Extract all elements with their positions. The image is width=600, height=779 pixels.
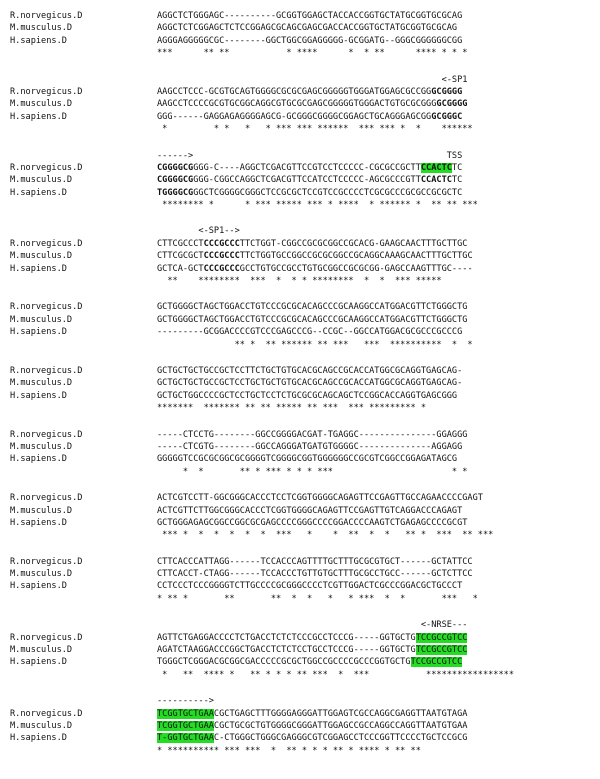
alignment-block [10, 365, 595, 415]
sequence-row [10, 656, 595, 668]
label-spacer [10, 150, 157, 162]
conservation-stars: *** ** ** * **** * * ** **** * * * [157, 48, 468, 59]
species-label: H.sapiens.D [10, 187, 67, 198]
sequence-row [10, 314, 595, 326]
sequence-segment: ACTCGTTCTTGGCGGGCACCCTCGGTGGGGCAGAGTTCCGAGTTGTCAGGACCCAGAGT [157, 505, 463, 516]
conservation-line [10, 47, 595, 59]
sequence-segment: GCCTGTGCCGCCTGTGCGGCCGCGCGG-GAGCCAAGTTTGC---- [239, 263, 473, 274]
species-label: M.musculus.D [10, 505, 73, 516]
conservation-line [10, 745, 595, 757]
species-label: M.musculus.D [10, 23, 73, 34]
sequence-segment: GGCTCGGGGCGGGCTCCGCGCTCCGTCCGCCCCTCGCGCCCGCGCCGCGCTC [193, 187, 463, 198]
sequence-row [10, 174, 595, 186]
species-label: H.sapiens.D [10, 581, 67, 592]
sequence-text [157, 644, 595, 656]
sequence-text [157, 326, 595, 338]
sequence-text [157, 556, 595, 568]
bold-motif: GCGGGG [436, 99, 468, 110]
sequence-row [10, 441, 595, 453]
species-label: H.sapiens.D [10, 111, 67, 122]
sequence-text [157, 22, 595, 34]
sequence-text [157, 86, 595, 98]
species-label: M.musculus.D [10, 99, 73, 110]
sequence-segment: TGGGCTCGGGACGCGGCGACCCCCGCGCTGGCCGCCCCGCCCGGTGCTG [157, 657, 411, 668]
conservation-stars: * ** * ** ** * * * * *** * * *** * [157, 593, 478, 604]
sequence-row [10, 86, 595, 98]
label-spacer [10, 745, 157, 757]
sequence-segment: CTTCACCCATTAGG------TCCACCCAGTTTTGCTTTGCGCGTGCT------GCTATTCC [157, 556, 473, 567]
sequence-alignment [10, 10, 595, 771]
species-label: R.norvegicus.D [10, 302, 83, 313]
sequence-text [157, 656, 595, 668]
sequence-row [10, 720, 595, 732]
alignment-block [10, 225, 595, 287]
conservation-stars: * ********** *** *** * ** * * * ** * **** * ** ** [157, 745, 421, 756]
sequence-segment: AGGCTCTCGGAGCTCTCCGGAGCGCAGCGAGCGACCACCGGTGCTATGCGGTGCGCAG [157, 23, 458, 34]
species-label: H.sapiens.D [10, 657, 67, 668]
alignment-block [10, 301, 595, 351]
sequence-segment: AGTTCTGAGGACCCCTCTGACCTCTCTCCCGCCTCCCG-----GGTGCTG [157, 632, 416, 643]
sequence-row [10, 632, 595, 644]
sequence-text [157, 187, 595, 199]
species-label: R.norvegicus.D [10, 493, 83, 504]
species-label: H.sapiens.D [10, 35, 67, 46]
conservation-stars: ** ******** *** * * * ******** * * *** ***** [157, 276, 442, 287]
sequence-segment: AGGCTCTGGGAGC----------GCGGTGGAGCTACCACCGGTGCTATGCGGTGCGCAG [157, 11, 463, 21]
species-label: M.musculus.D [10, 251, 73, 262]
sequence-text [157, 492, 595, 504]
sequence-row [10, 556, 595, 568]
annotation-line [10, 74, 595, 86]
conservation-stars: ******** * * *** ***** *** * **** * ****** * ** ** *** [157, 200, 478, 211]
sequence-text [157, 174, 595, 186]
conservation-line [10, 593, 595, 605]
sequence-segment: CTTCGCCCT [157, 238, 204, 249]
species-label: R.norvegicus.D [10, 86, 83, 97]
sequence-segment: GGG-CGGCCAGGCTCGACGTTCCATCCTCCCCC-AGCGCCCGTT [193, 175, 421, 186]
highlighted-motif: TCCGCCGTCC [410, 657, 463, 668]
conservation-stars: * ** **** * ** * * * ** *** * *** ***************** [157, 669, 514, 680]
sequence-row [10, 429, 595, 441]
sequence-text [157, 441, 595, 453]
sequence-row [10, 187, 595, 199]
label-spacer [10, 225, 157, 237]
bold-motif: CGGGGCG [157, 162, 194, 173]
label-spacer [10, 619, 157, 631]
alignment-block [10, 150, 595, 212]
sequence-text [157, 720, 595, 732]
sequence-row [10, 365, 595, 377]
sequence-segment: AGGGAGGGGGCGC--------GGCTGGCGGAGGGGG-GCGGATG--GGGCGGGGGGCGG [157, 35, 463, 46]
conservation-line [10, 402, 595, 414]
conservation-line [10, 669, 595, 681]
sequence-segment: GCTGCTGCTGCCGCTCCTGCTGCTGTGCACGCAGCCGCACCATGGCGCAGGTGAGCAG- [157, 378, 463, 389]
alignment-block [10, 492, 595, 542]
conservation-stars: ******* ******* ** ** ***** ** *** *** ********* * [157, 403, 427, 414]
sequence-row [10, 708, 595, 720]
bold-motif: CCCGCCC [203, 238, 240, 249]
sequence-text [157, 365, 595, 377]
sequence-text [157, 263, 595, 275]
species-label: R.norvegicus.D [10, 11, 83, 21]
sequence-row [10, 263, 595, 275]
bold-motif: GCGGGG [431, 86, 463, 97]
sequence-segment: -----CTCCTG--------GGCCGGGGACGAT-TGAGGC---------------GGAGGG [157, 429, 468, 440]
annotation-line [10, 619, 595, 631]
conservation-line [10, 275, 595, 287]
species-label: M.musculus.D [10, 720, 73, 731]
sequence-segment: GGGGGTCCGCGCGGCGCGGGGTCGGGGCGGTGGGGGGCCGCGTCGGCCGGAGATAGCG [157, 454, 458, 465]
sequence-row [10, 22, 595, 34]
sequence-text [157, 453, 595, 465]
bold-motif: TGGGGCG [157, 187, 194, 198]
sequence-text [157, 250, 595, 262]
sequence-segment: CGCTGCGCTGTGGGGCGGGATTGGAGCCGCCAGGCCAGGTTAATGTGAA [213, 720, 468, 731]
sequence-text [157, 390, 595, 402]
sequence-row [10, 644, 595, 656]
conservation-line [10, 339, 595, 351]
conservation-stars: *** * * * * * * *** * * ** * * ** * *** ** *** [157, 530, 494, 541]
sequence-segment: TTCTGGT-CGGCCGCGCGGCCGCACG-GAAGCAACTTTGCTTGC [239, 238, 468, 249]
bold-motif: CGGGGCG [157, 175, 194, 186]
species-label: M.musculus.D [10, 314, 73, 325]
species-label: R.norvegicus.D [10, 556, 83, 567]
alignment-block [10, 10, 595, 60]
highlighted-motif: TCGGTGCTGAA [157, 720, 214, 731]
annotation-line [10, 695, 595, 707]
annotation-text: ------> TSS [157, 150, 463, 161]
species-label: M.musculus.D [10, 441, 73, 452]
species-label: M.musculus.D [10, 569, 73, 580]
sequence-text [157, 708, 595, 720]
sequence-segment: GCTGGGGCTAGCTGGACCTGTCCCGCGCACAGCCCGCAAGGCCATGGACGTTCTGGGCTG [157, 302, 468, 313]
annotation-text: <-SP1--> [157, 226, 240, 237]
sequence-row [10, 505, 595, 517]
label-spacer [10, 695, 157, 707]
sequence-row [10, 238, 595, 250]
bold-motif: CCCGCCC [203, 251, 240, 262]
species-label: R.norvegicus.D [10, 365, 83, 376]
sequence-text [157, 162, 595, 174]
bold-motif: CCACTC [420, 175, 452, 186]
conservation-stars: * * * * * *** *** ****** *** *** * * ****** [157, 124, 473, 135]
sequence-text [157, 238, 595, 250]
alignment-block [10, 429, 595, 479]
sequence-row [10, 580, 595, 592]
sequence-row [10, 250, 595, 262]
label-spacer [10, 669, 157, 681]
species-label: H.sapiens.D [10, 327, 67, 338]
bold-motif: CCCGCCC [203, 263, 240, 274]
species-label: M.musculus.D [10, 378, 73, 389]
sequence-segment: TC [451, 175, 463, 186]
label-spacer [10, 339, 157, 351]
sequence-segment: GGG------GAGGAGAGGGGAGCG-GCGGGCGGGGCGGAGCTGCAGGGAGCGG [157, 111, 432, 122]
sequence-segment: CTTCGCGCT [157, 251, 204, 262]
alignment-block [10, 556, 595, 606]
label-spacer [10, 593, 157, 605]
label-spacer [10, 74, 157, 86]
label-spacer [10, 466, 157, 478]
sequence-segment: GCTGGGAGAGCGGCCGGCGCGAGCCCCGGGCCCCGGACCCCAAGTCTGAGAGCCCCGCGT [157, 517, 468, 528]
species-label: M.musculus.D [10, 645, 73, 656]
sequence-row [10, 98, 595, 110]
sequence-segment: GCTGCTGCTGCCGCTCCTTCTGCTGTGCACGCAGCCGCACCATGGCGCAGGTGAGCAG- [157, 365, 463, 376]
species-label: H.sapiens.D [10, 263, 67, 274]
conservation-line [10, 199, 595, 211]
species-label: H.sapiens.D [10, 390, 67, 401]
species-label: R.norvegicus.D [10, 632, 83, 643]
sequence-segment: GCTGGGGCTAGCTGGACCTGTCCCGCGCACAGCCCGCAAGGCCATGGACGTTCTGGGCTG [157, 314, 468, 325]
annotation-text: <-SP1 [157, 74, 468, 85]
sequence-segment: GGG-C----AGGCTCGACGTTCCGTCCTCCCCC-CGCGCCGCTT [193, 162, 421, 173]
label-spacer [10, 529, 157, 541]
sequence-row [10, 453, 595, 465]
sequence-text [157, 429, 595, 441]
species-label: R.norvegicus.D [10, 429, 83, 440]
sequence-text [157, 98, 595, 110]
sequence-text [157, 301, 595, 313]
conservation-line [10, 466, 595, 478]
annotation-line [10, 150, 595, 162]
species-label: R.norvegicus.D [10, 708, 83, 719]
label-spacer [10, 47, 157, 59]
bold-motif: GCGGGC [431, 111, 463, 122]
sequence-text [157, 10, 595, 22]
sequence-text [157, 377, 595, 389]
conservation-line [10, 529, 595, 541]
sequence-row [10, 10, 595, 22]
sequence-text [157, 632, 595, 644]
conservation-stars: * * ** * *** * * * *** * * [157, 466, 468, 477]
sequence-row [10, 517, 595, 529]
annotation-line [10, 225, 595, 237]
sequence-row [10, 492, 595, 504]
label-spacer [10, 275, 157, 287]
annotation-text: ----------> [157, 696, 214, 707]
sequence-segment: -----CTCGTG--------GGCCAGGGATGATGTGGGGC--------------AGGAGG [157, 441, 463, 452]
sequence-segment: CGCTGAGCTTTGGGGAGGGATTGGAGTCGCCAGGCGAGGTTAATGTAGA [213, 708, 468, 719]
sequence-segment: TTCTGGTGCCGGCCGCGCGGCCGCAGGCAAAGCAACTTTGCTTGC [239, 251, 473, 262]
sequence-text [157, 314, 595, 326]
conservation-line [10, 123, 595, 135]
highlighted-motif: TCCGCCGTCC [415, 645, 468, 656]
sequence-text [157, 517, 595, 529]
highlighted-motif: T-GGTGCTGAA [157, 733, 214, 744]
sequence-segment: ACTCGTCCTT-GGCGGGCACCCTCCTCGGTGGGGCAGAGTTCCGAGTTGCCAGAACCCCGAGT [157, 493, 483, 504]
sequence-text [157, 568, 595, 580]
sequence-segment: C-CTGGGCTGGGCGAGGGCGTCGGAGCCTCCCGGTTCCCCTGCTCCGCG [213, 733, 468, 744]
sequence-row [10, 732, 595, 744]
sequence-text [157, 732, 595, 744]
species-label: R.norvegicus.D [10, 238, 83, 249]
alignment-block [10, 619, 595, 681]
sequence-row [10, 301, 595, 313]
sequence-text [157, 111, 595, 123]
label-spacer [10, 402, 157, 414]
label-spacer [10, 199, 157, 211]
sequence-row [10, 326, 595, 338]
sequence-segment: GCTGCTGGCCCCGCTCCTGCTCCTCTGCGCGCAGCAGCTCCGGCACCAGGTGAGCGGG [157, 390, 458, 401]
sequence-row [10, 35, 595, 47]
annotation-text: <-NRSE--- [157, 620, 468, 631]
species-label: H.sapiens.D [10, 517, 67, 528]
sequence-segment: TC [451, 162, 463, 173]
sequence-segment: GCTCA-GCT [157, 263, 204, 274]
species-label: H.sapiens.D [10, 454, 67, 465]
conservation-stars: ** * ** ****** ** *** *** ********** * * [157, 339, 473, 350]
sequence-row [10, 390, 595, 402]
label-spacer [10, 123, 157, 135]
sequence-text [157, 35, 595, 47]
sequence-row [10, 162, 595, 174]
alignment-block [10, 74, 595, 136]
sequence-segment: AAGCCTCCC-GCGTGCAGTGGGGCGCGCGAGCGGGGGTGGGATGGAGCGCCGG [157, 86, 432, 97]
sequence-text [157, 580, 595, 592]
sequence-text [157, 505, 595, 517]
sequence-segment: CCTCCCTCCCGGGGTCTTGCCCCGCGGGCCCCTCGTTGGACTCGCCCGGACGCTGCCCT [157, 581, 463, 592]
highlighted-motif: TCCGCCGTCC [415, 632, 468, 643]
highlighted-motif: TCGGTGCTGAA [157, 708, 214, 719]
species-label: R.norvegicus.D [10, 162, 83, 173]
sequence-row [10, 568, 595, 580]
alignment-block [10, 695, 595, 757]
sequence-segment: AGATCTAAGGACCCGGCTGACCTCTCTCCTGCCTCCCG-----GGTGCTG [157, 645, 416, 656]
highlighted-motif: CCACTC [420, 162, 452, 173]
sequence-row [10, 111, 595, 123]
species-label: M.musculus.D [10, 175, 73, 186]
sequence-segment: ---------GCGGACCCCGTCCCGAGCCCG--CCGC--GGCCATGGACGCGCCCGCCCG [157, 327, 463, 338]
sequence-segment: CTTCACCT-CTAGG------TCCACCCTGTTGTGCTTTGCGCCTGCC------GCTCTTCC [157, 569, 473, 580]
species-label: H.sapiens.D [10, 733, 67, 744]
sequence-row [10, 377, 595, 389]
sequence-segment: AAGCCTCCCCGCGTGCGGCAGGCGTGCGCGAGCGGGGGTGGGACTGTGCGCGGG [157, 99, 437, 110]
